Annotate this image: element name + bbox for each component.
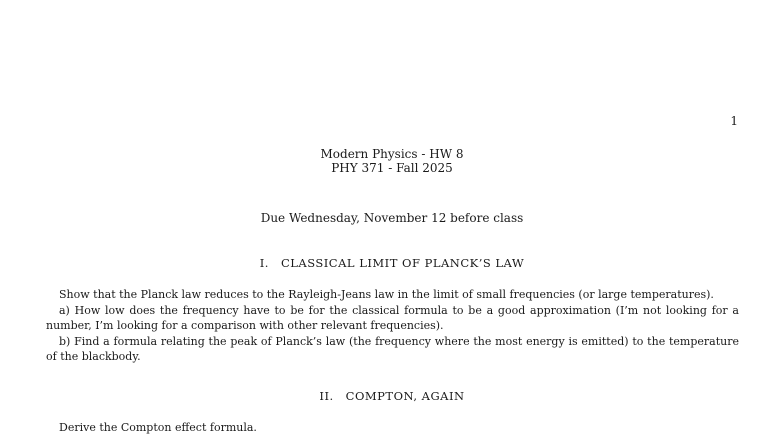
section-heading-1: [0, 256, 784, 270]
section-body-1: [46, 287, 739, 365]
section-heading-2: [0, 389, 784, 403]
due-date: Due Wednesday, November 12 before class: [260, 211, 524, 225]
course-title: Modern Physics - HW 8: [320, 147, 464, 161]
section-body-2: [46, 420, 739, 436]
course-code: PHY 371 - Fall 2025: [331, 161, 453, 175]
section-number-2: II.: [319, 389, 334, 403]
section-number-1: I.: [259, 256, 269, 270]
paragraph: b) Find a formula relating the peak of Planck’s law (the frequency where the most energy is emitted) to the temperature of the blackbody.: [46, 334, 739, 363]
paragraph: Derive the Compton effect formula.: [59, 421, 257, 434]
section-title-1: CLASSICAL LIMIT OF PLANCK’S LAW: [280, 256, 525, 270]
section-title-2: COMPTON, AGAIN: [345, 389, 465, 403]
paragraph: Show that the Planck law reduces to the Rayleigh-Jeans law in the limit of small frequencies (or large temperatures).: [59, 288, 714, 301]
title-block: [0, 147, 784, 175]
paragraph: a) How low does the frequency have to be for the classical formula to be a good approximation (I’m not looking for a number, I’m looking for a comparison with other relevant frequencies).: [46, 303, 739, 332]
page-number: 1: [730, 114, 738, 128]
